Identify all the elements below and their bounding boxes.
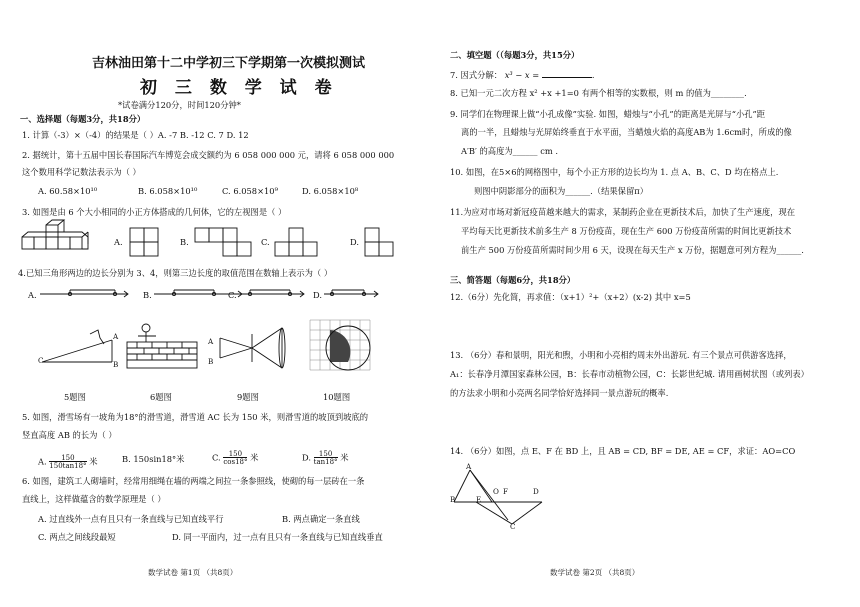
exam-subtitle: 初 三 数 学 试 卷	[140, 78, 338, 98]
question-11-line1: 11.为应对市场对新冠疫苗越来越大的需求，某制药企业在更新技术后，加快了生产速度，现在	[450, 207, 796, 217]
fig14-letter-a: A	[466, 462, 472, 471]
question-7: 7. 因式分解： x³ − x = .	[450, 70, 595, 80]
q4-option-a: A.	[28, 290, 37, 300]
q4-option-a-numberline	[40, 286, 130, 300]
fig10-grid-sector	[308, 318, 378, 374]
fig9-letter-b: B	[208, 357, 214, 366]
question-11-line2: 平均每天比更新技术前多生产 8 万份疫苗，现在生产 600 万份疫苗所需的时间比更新技术	[461, 226, 792, 236]
question-9-line1: 9. 同学们在物理课上做“小孔成像”实验. 如图，蜡烛与“小孔”的距离是光屏与“小孔”距	[450, 109, 766, 119]
fig14-letter-d: D	[533, 487, 539, 496]
question-9-line2: 离的一半，且蜡烛与光屏始终垂直于水平面，当蜡烛火焰的高度AB为 1.6cm时，所成的像	[461, 127, 792, 137]
fig14-geometry	[452, 462, 552, 532]
question-5-line1: 5. 如图，滑雪场有一坡角为18°的滑雪道，滑雪道 AC 长为 150 米，则滑雪道的坡顶到坡底的	[22, 412, 369, 422]
q6-option-c: C. 两点之间线段最短	[38, 532, 116, 542]
q3-option-d: D.	[350, 237, 359, 247]
fig9-caption: 9题图	[237, 392, 259, 402]
q2-option-b: B. 6.058×10¹⁰	[138, 186, 198, 196]
question-1: 1. 计算（-3）×（-4）的结果是（ ）A. -7 B. -12 C. 7 D. 12	[22, 130, 249, 140]
q3-option-d-shape	[363, 226, 399, 258]
right-page	[440, 0, 860, 607]
question-12: 12.（6分）先化简，再求值：（x+1）²+（x+2）(x-2) 其中 x=5	[450, 292, 691, 302]
question-14: 14. （6分）如图，点 E、F 在 BD 上，且 AB = CD, BF = DE, AE = CF，求证：AO=CO	[450, 446, 796, 456]
fig9-letter-a: A	[208, 337, 214, 346]
q6-option-a: A. 过直线外一点有且只有一条直线与已知直线平行	[38, 514, 224, 524]
section-1-heading: 一、选择题（每题3分，共18分）	[20, 114, 146, 124]
fig5-ski-slope	[40, 322, 120, 372]
question-5-line2: 竖直高度 AB 的长为（ ）	[22, 430, 117, 440]
fig14-letter-f: F	[503, 487, 508, 496]
fig14-letter-c: C	[510, 522, 516, 531]
question-11-line3: 前生产 500 万份疫苗所需时间少用 6 天，设现在每天生产 x 万份，据题意可列方程为______.	[461, 245, 804, 255]
section-3-heading: 三、简答题（每题6分，共18分）	[450, 275, 576, 285]
fig5-letter-b: B	[113, 360, 119, 369]
q2-option-a: A. 60.58×10¹⁰	[38, 186, 98, 196]
page-1-footer: 数学试卷 第1页 （共8页）	[148, 568, 238, 577]
q3-option-a: A.	[114, 237, 123, 247]
fig5-letter-a: A	[113, 332, 119, 341]
fig6-caption: 6题图	[150, 392, 172, 402]
fig5-letter-c: C	[38, 356, 44, 365]
q3-option-c-shape	[273, 226, 323, 258]
q3-option-b-shape	[193, 226, 255, 258]
question-2-line1: 2. 据统计，第十五届中国长春国际汽车博览会成交额约为 6 058 000 000 元，请将 6 058 000 000	[22, 150, 395, 160]
fig14-letter-b: B	[450, 495, 456, 504]
section-2-heading: 二、填空题（（每题3分，共15分）	[450, 50, 580, 60]
question-9-line3: A′B′ 的高度为______ cm .	[461, 146, 558, 156]
question-10-line2: 则图中阴影部分的面积为______.（结果保留π）	[474, 186, 649, 196]
page-2-footer: 数学试卷 第2页 （共8页）	[550, 568, 640, 577]
q6-option-b: B. 两点确定一条直线	[282, 514, 360, 524]
exam-title: 吉林油田第十二中学初三下学期第一次模拟测试	[92, 56, 366, 71]
q5-option-a: A. $\frac{150}{150\tan 18^\circ}$ 米	[38, 454, 98, 470]
q2-option-d: D. 6.058×10⁸	[302, 186, 359, 196]
q3-option-c: C.	[261, 237, 270, 247]
q4-option-d: D.	[313, 290, 322, 300]
question-13-line3: 的方法求小明和小亮两名同学恰好选择同一景点游玩的概率.	[450, 388, 669, 398]
question-13-line2: A₁：长春净月潭国家森林公园，B：长春市动植物公园，C：长影世纪城. 请用画树状图（或列表）	[450, 369, 809, 379]
q3-option-b: B.	[180, 237, 189, 247]
q2-option-c: C. 6.058×10⁹	[222, 186, 278, 196]
question-13-line1: 13. （6分）春和景明，阳光和煦，小明和小亮相约周末外出游玩. 有三个景点可供游客选择，	[450, 350, 792, 360]
fig6-brick-wall	[122, 322, 202, 370]
q4-option-b: B.	[143, 290, 152, 300]
fig14-letter-e: E	[476, 495, 482, 504]
question-2-line2: 这个数用科学记数法表示为（ ）	[22, 167, 141, 177]
q4-option-c-numberline	[240, 286, 306, 300]
fig10-caption: 10题图	[323, 392, 351, 402]
q5-option-b: B. 150sin18°米	[122, 454, 185, 464]
fig5-caption: 5题图	[64, 392, 86, 402]
exam-note: *试卷满分120分，时间120分钟*	[118, 100, 241, 110]
question-8: 8. 已知一元二次方程 x² +x +1=0 有两个相等的实数根，则 m 的值为________.	[450, 88, 747, 98]
q3-solid-figure	[20, 225, 100, 255]
question-3: 3. 如图是由 6 个大小相同的小正方体搭成的几何体，它的左视图是（ ）	[22, 207, 287, 217]
q5-option-d: D. $\frac{150}{\tan 18^\circ}$ 米	[302, 450, 349, 466]
question-10-line1: 10. 如图，在5×6的网格图中，每个小正方形的边长均为 1. 点 A、B、C、D 均在格点上.	[450, 167, 779, 177]
q6-option-d: D. 同一平面内，过一点有且只有一条直线与已知直线垂直	[172, 532, 383, 542]
q3-option-a-shape	[128, 226, 164, 258]
q4-option-d-numberline	[324, 286, 380, 300]
question-6-line1: 6. 如图，建筑工人砌墙时，经常用细绳在墙的两端之间拉一条参照线，使砌的每一层砖在一条	[22, 476, 365, 486]
question-6-line2: 直线上，这样做蕴含的数学原理是（ ）	[22, 494, 166, 504]
fig9-pinhole	[210, 320, 300, 370]
fig14-letter-o: O	[493, 487, 499, 496]
q4-option-c: C.	[228, 290, 237, 300]
q5-option-c: C. $\frac{150}{\cos 18^\circ}$ 米	[212, 450, 259, 466]
question-4: 4.已知三角形两边的边长分别为 3、4，则第三边长度的取值范围在数轴上表示为（ ）	[18, 268, 333, 278]
